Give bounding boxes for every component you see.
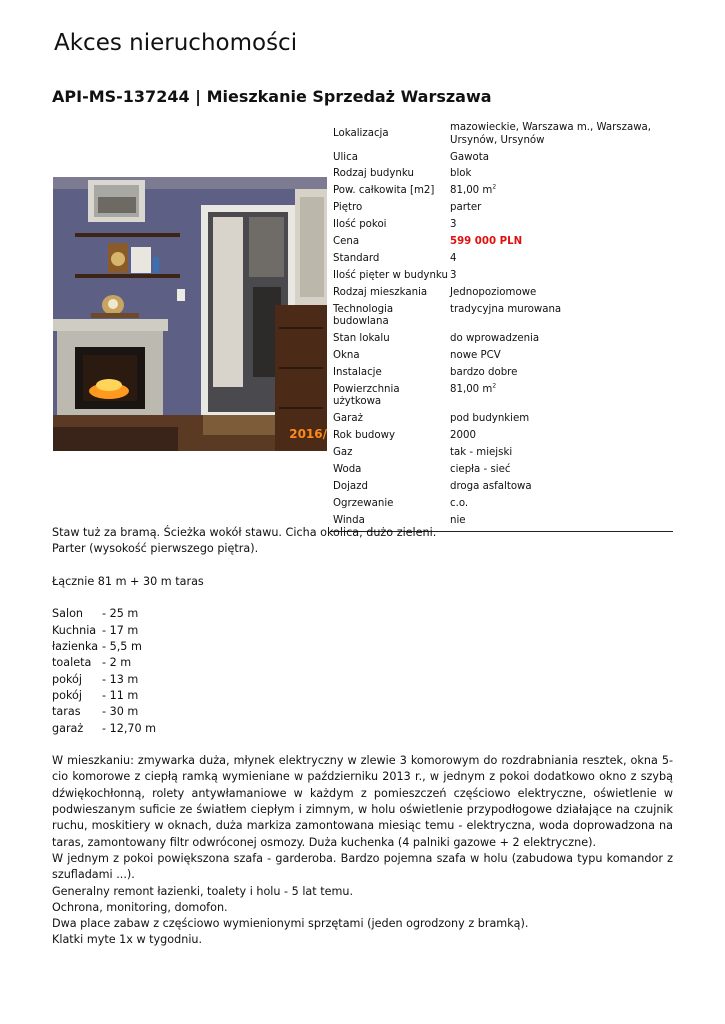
description (52, 525, 673, 949)
room-size: - 25 m (102, 607, 139, 621)
param-label: Stan lokalu (333, 333, 390, 345)
param-row (330, 268, 673, 285)
param-value-text: 3 (450, 219, 457, 231)
room-item (52, 623, 673, 639)
description-equipment: W mieszkaniu: zmywarka duża, młynek elektryczny w zlewie 3 komorowym do rozdrabniania resztek, okna 5-cio komorowe z ciepłą ramką wymieniane w październiku 2013 r., w jednym z pokoi dodatkowo okno z szybą dźwiękochłonną, rolety antywłamaniowe w każdym z pomieszczeń częściowo elektryczne, oświetlenie w podwieszanym suficie ze światłem ciepłym i zimnym, w holu oświetlenie przypodłogowe działające na czujnik ruchu, moskitiery w oknach, duża markiza zamontowana miesiąc temu - elektryczna, woda doprowadzona na taras, zamontowany filtr odwróconej osmozy. Duża kuchenka (4 palniki gazowe + 2 elektryczne). (52, 754, 673, 849)
param-value (450, 270, 673, 282)
param-row (330, 149, 673, 166)
param-value (450, 481, 673, 493)
param-row (330, 217, 673, 234)
room-size: - 13 m (102, 672, 139, 686)
param-row (330, 331, 673, 348)
param-row (330, 234, 673, 251)
property-photo (53, 177, 327, 451)
param-value-text: Jednopoziomowe (450, 286, 537, 298)
description-security: Ochrona, monitoring, domofon. (52, 900, 228, 914)
room-name: Salon (52, 607, 84, 621)
room-item (52, 639, 673, 655)
room-name: pokój (52, 688, 82, 702)
room-name: taras (52, 705, 81, 719)
param-value-text: nie (450, 514, 466, 526)
room-item (52, 655, 673, 671)
param-row (330, 183, 673, 200)
param-label: Dojazd (333, 480, 368, 492)
room-size: - 5,5 m (102, 640, 142, 654)
room-name: pokój (52, 672, 82, 686)
room-item (52, 704, 673, 720)
param-row (330, 382, 673, 411)
unit-superscript: 2 (492, 183, 497, 191)
param-value-text: 599 000 PLN (450, 236, 523, 248)
room-item (52, 721, 673, 737)
param-label: Standard (333, 253, 380, 264)
param-value (450, 447, 673, 459)
param-label: Rodzaj mieszkania (333, 286, 428, 298)
agency-name: Akces nieruchomości (54, 30, 298, 56)
room-name: Kuchnia (52, 623, 97, 637)
param-label: Winda (333, 514, 365, 526)
param-value-text: 4 (450, 253, 457, 264)
param-label: Cena (333, 236, 360, 248)
param-row (330, 495, 673, 512)
room-size: - 17 m (102, 623, 139, 637)
rooms-list (52, 606, 673, 736)
param-value (450, 202, 673, 214)
param-label: Ogrzewanie (333, 497, 394, 509)
param-value (450, 333, 673, 345)
param-row (330, 365, 673, 382)
param-value (450, 236, 673, 248)
param-row (330, 251, 673, 268)
param-value (450, 185, 673, 197)
param-value-text: bardzo dobre (450, 366, 518, 378)
param-label: Ilość pięter w budynku (333, 269, 448, 281)
description-playgrounds: Dwa place zabaw z częściowo wymienionymi sprzętami (jeden ogrodzony z bramką). (52, 917, 529, 931)
param-row (330, 445, 673, 462)
param-row (330, 462, 673, 479)
param-value (450, 498, 673, 510)
property-parameters-table (330, 120, 673, 532)
description-renovation: Generalny remont łazienki, toalety i holu - 5 lat temu. (52, 884, 354, 898)
photo-date-stamp: 2016/ (289, 427, 327, 441)
param-row (330, 428, 673, 445)
param-label: Technologia budowlana (333, 303, 394, 328)
param-value-text: droga asfaltowa (450, 480, 532, 492)
param-value-text: ciepła - sieć (450, 463, 511, 475)
description-cleaning: Klatki myte 1x w tygodniu. (52, 933, 203, 947)
param-row (330, 301, 673, 330)
param-label: Rodzaj budynku (333, 168, 414, 180)
param-label: Ulica (333, 151, 358, 163)
param-value-text: tradycyjna murowana (450, 303, 562, 315)
param-value-text: parter (450, 202, 482, 214)
param-row (330, 348, 673, 365)
param-value (450, 253, 673, 265)
param-label: Woda (333, 463, 362, 475)
param-value (450, 219, 673, 231)
param-value (450, 304, 673, 329)
room-name: toaleta (52, 656, 92, 670)
room-name: garaż (52, 721, 84, 735)
room-size: - 2 m (102, 656, 132, 670)
room-item (52, 606, 673, 622)
param-label: Powierzchnia użytkowa (333, 383, 400, 408)
param-label: Gaz (333, 446, 353, 458)
param-value-text: Gawota (450, 151, 489, 163)
room-item (52, 672, 673, 688)
param-value (450, 287, 673, 299)
param-value-text: mazowieckie, Warszawa m., Warszawa, Ursynów, Ursynów (450, 122, 652, 146)
param-value (450, 413, 673, 425)
unit-superscript: 2 (492, 382, 497, 390)
param-value-text: c.o. (450, 497, 469, 509)
param-row (330, 166, 673, 183)
param-label: Instalacje (333, 366, 382, 378)
param-value (450, 152, 673, 164)
param-row (330, 478, 673, 495)
param-value-text: tak - miejski (450, 446, 513, 458)
param-label: Pow. całkowita [m2] (333, 185, 435, 197)
param-value-text: 3 (450, 269, 457, 281)
param-value-text: 81,00 m (450, 383, 493, 395)
param-value (450, 384, 673, 409)
room-item (52, 688, 673, 704)
param-value (450, 464, 673, 476)
param-value-text: pod budynkiem (450, 413, 530, 425)
param-label: Rok budowy (333, 429, 395, 441)
param-value-text: blok (450, 168, 472, 180)
param-label: Garaż (333, 413, 363, 425)
param-value (450, 367, 673, 379)
param-value-text: 2000 (450, 429, 476, 441)
listing-title: API-MS-137244 | Mieszkanie Sprzedaż Warszawa (52, 87, 492, 106)
param-value (450, 350, 673, 362)
room-size: - 30 m (102, 705, 139, 719)
param-label: Piętro (333, 202, 363, 214)
param-value-text: do wprowadzenia (450, 333, 540, 345)
description-intro-1: Staw tuż za bramą. Ścieżka wokół stawu. Cicha okolica, dużo zieleni. (52, 526, 437, 539)
room-size: - 12,70 m (102, 721, 157, 735)
description-total-area: Łącznie 81 m + 30 m taras (52, 574, 204, 588)
param-row (330, 411, 673, 428)
param-value-text: nowe PCV (450, 349, 501, 361)
room-size: - 11 m (102, 688, 139, 702)
param-row (330, 120, 673, 149)
param-value (450, 168, 673, 180)
param-value-text: 81,00 m (450, 185, 493, 197)
room-name: łazienka (52, 640, 99, 654)
description-wardrobes: W jednym z pokoi powiększona szafa - garderoba. Bardzo pojemna szafa w holu (zabudowa typu komandor z szufladami ...). (52, 851, 673, 882)
description-intro-2: Parter (wysokość pierwszego piętra). (52, 542, 259, 556)
param-row (330, 285, 673, 302)
param-label: Lokalizacja (333, 128, 389, 140)
param-row (330, 200, 673, 217)
param-label: Okna (333, 349, 360, 361)
param-label: Ilość pokoi (333, 219, 387, 231)
param-value (450, 430, 673, 442)
param-value (450, 122, 673, 147)
